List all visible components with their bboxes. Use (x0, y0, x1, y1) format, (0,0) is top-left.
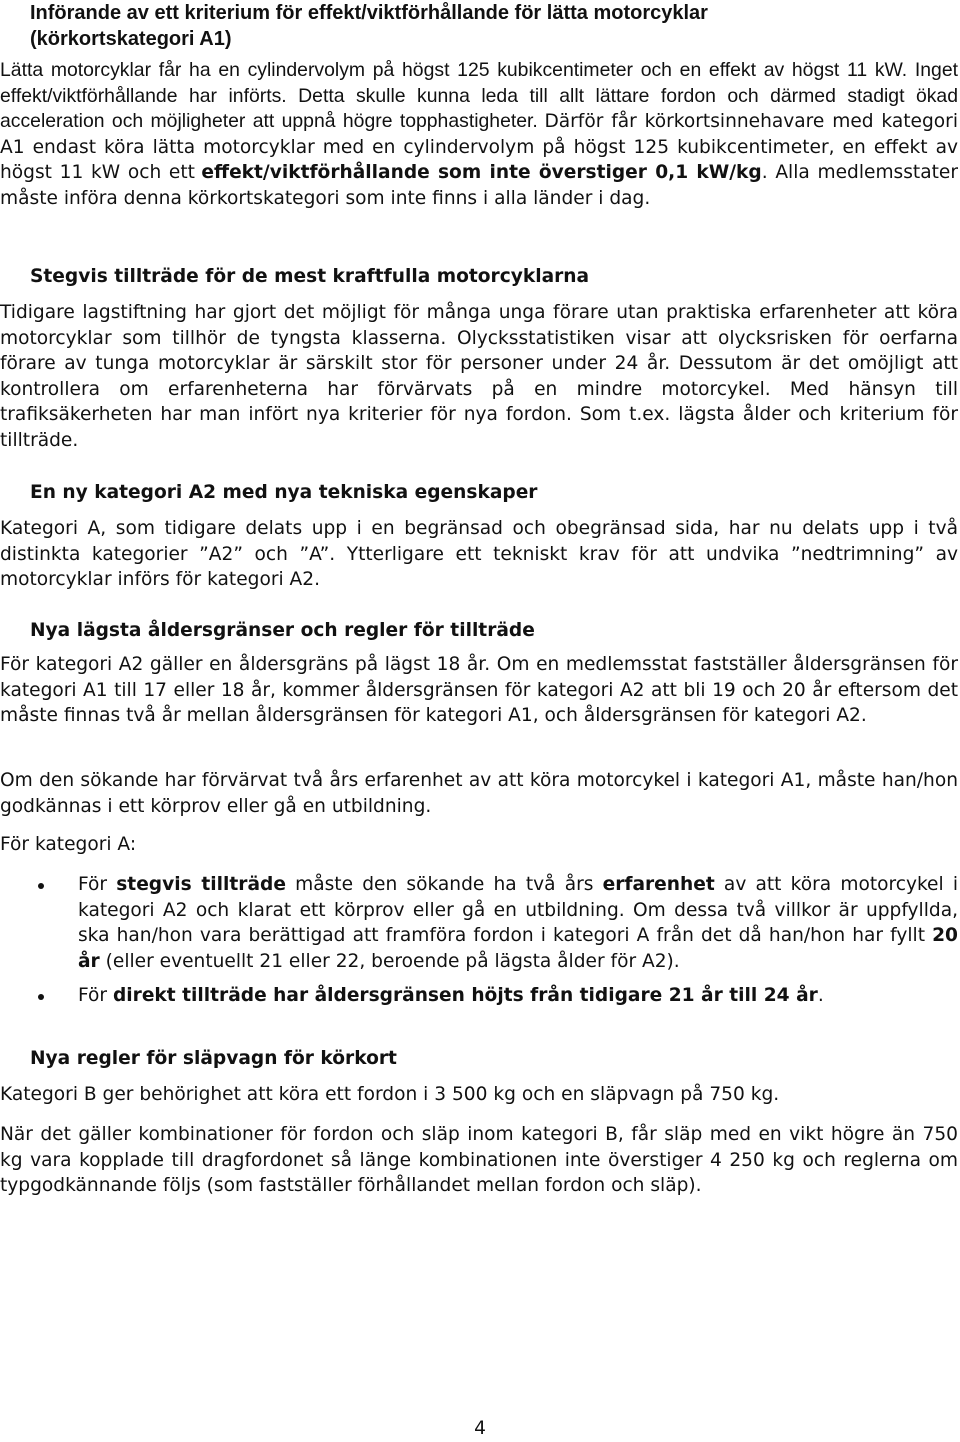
page-number: 4 (474, 1418, 486, 1439)
paragraph-a2 (0, 516, 958, 593)
paragraph-a1-part-b: Därför får körkortsinnehavare med kategori A1 endast köra lätta motorcyklar med en cylindervolym på högst 125 kubikcentimeter, en effekt av högst 11 kW och ett (0, 111, 958, 184)
paragraph-alder-2-body: Om den sökande har förvärvat två års erfarenhet av att köra motorcykel i kategori A1, måste han/hon godkännas i ett körprov eller gå en utbildning. (0, 770, 958, 817)
paragraph-alder-2 (0, 768, 958, 819)
section-heading-stegvis: Stegvis tillträde för de mest kraftfulla motorcyklarna (30, 266, 590, 287)
paragraph-stegvis (0, 300, 958, 454)
heading-line-1: Införande av ett kriterium för effekt/viktförhållande för lätta motorcyklar (30, 2, 708, 24)
paragraph-a1-end: . Alla medlemsstater måste införa denna körkortskategori som inte finns i alla länder i dag. (0, 162, 958, 209)
list-item: För stegvis tillträde måste den sökande ha två års erfarenhet av att köra motorcykel i kategori A2 och klarat ett körprov eller gå en utbildning. Om dessa två villkor är uppfyllda, ska han/hon vara berättigad att framföra fordon i kategori A från det då han/hon har fyllt 20 år (eller eventuellt 21 eller 22, beroende på lägsta ålder för A2). (0, 872, 958, 974)
bullet-dot (38, 994, 44, 1000)
paragraph-a2-body: Kategori A, som tidigare delats upp i en begränsad och obegränsad sida, har nu delats upp i två distinkta kategorier ”A2” och ”A”. Ytterligare ett tekniskt krav för att undvika ”nedtrimning” av motorcyklar införs för kategori A2. (0, 518, 958, 591)
paragraph-slapvagn-1 (0, 1082, 958, 1108)
bullet-list-kategori-a (0, 872, 958, 1009)
paragraph-a1-part-a: Lätta motorcyklar får ha en cylindervolym på högst 125 kubikcentimeter och en effekt av högst 11 kW. Inget effekt/viktförhållande har införts. Detta skulle kunna leda till allt lättare fordon och därmed stadigt ökad acceleration och möjligheter att uppnå högre topphastigheter. (0, 59, 958, 133)
paragraph-slapvagn-1-body: Kategori B ger behörighet att köra ett fordon i 3 500 kg och en släpvagn på 750 kg. (0, 1084, 780, 1105)
paragraph-stegvis-body: Tidigare lagstiftning har gjort det möjligt för många unga förare utan praktiska erfarenheter att köra motorcyklar som tillhör de tyngsta klasserna. Olycksstatistiken visar att olycksrisken för oerfarna förare av tunga motorcyklar är särskilt stor för personer under 24 år. Dessutom är det omöjligt att kontrollera om erfarenheterna har förvärvats på en mindre motorcykel. Med hänsyn till trafiksäkerheten har man infört nya kriterier för nya fordon. Som t.ex. lägsta ålder och kriterium för tillträde. (0, 302, 958, 451)
section-heading-alder: Nya lägsta åldersgränser och regler för tillträde (30, 620, 535, 641)
section-heading-slapvagn: Nya regler för släpvagn för körkort (30, 1048, 397, 1069)
paragraph-slapvagn-2 (0, 1122, 958, 1199)
paragraph-alder-1 (0, 652, 958, 729)
bullet-dot (38, 883, 44, 889)
paragraph-alder-3 (0, 832, 958, 858)
section-heading-a1 (30, 0, 958, 52)
paragraph-a1-bold: effekt/viktförhållande som inte överstiger 0,1 kW/kg (201, 162, 762, 184)
paragraph-a1-body (0, 58, 958, 212)
paragraph-alder-3-body: För kategori A: (0, 834, 137, 855)
heading-line-2: (körkortskategori A1) (30, 28, 232, 50)
paragraph-slapvagn-2-body: När det gäller kombinationer för fordon och släp inom kategori B, får släp med en vikt högre än 750 kg vara kopplade till dragfordonet så länge kombinationen inte överstiger 4 250 kg och reglerna om typgodkännande följs (som fastställer förhållandet mellan fordon och släp). (0, 1124, 958, 1197)
section-heading-a2: En ny kategori A2 med nya tekniska egenskaper (30, 482, 538, 503)
paragraph-a1 (0, 58, 958, 212)
list-item: För direkt tillträde har åldersgränsen höjts från tidigare 21 år till 24 år. (0, 983, 958, 1009)
paragraph-alder-1-body: För kategori A2 gäller en åldersgräns på lägst 18 år. Om en medlemsstat fastställer åldersgränsen för kategori A1 till 17 eller 18 år, kommer åldersgränsen för kategori A2 att bli 19 och 20 år eftersom det måste finnas två år mellan åldersgränsen för kategori A1, och åldersgränsen för kategori A2. (0, 654, 958, 727)
